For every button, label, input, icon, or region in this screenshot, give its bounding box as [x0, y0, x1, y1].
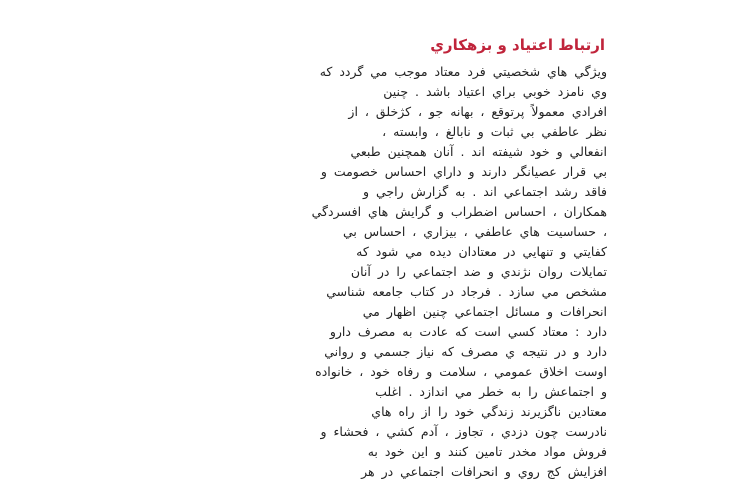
body-line: بي قرار عصيانگر دارند و داراي احساس خصومت و: [320, 164, 607, 179]
body-line: مشخص مي سازد . فرجاد در كتاب جامعه شناسي: [326, 284, 607, 299]
body-line: افرادي معمولاً پرتوقع ، بهانه جو ، كژخلق ، از: [348, 104, 607, 119]
body-line: فاقد رشد اجتماعي اند . به گزارش راجي و: [362, 184, 607, 199]
document-title: ارتباط اعتیاد و بزهکاري: [430, 36, 605, 54]
body-line: اوست اخلاق عمومي ، سلامت و رفاه خود ، خانواده: [315, 364, 607, 379]
body-line: معتادين ناگزيرند زندگي خود را از راه هاي: [371, 404, 607, 419]
body-line: ويژگي هاي شخصيتي فرد معتاد موجب مي گردد كه: [319, 64, 607, 79]
body-line: نظر عاطفي بي ثبات و نابالغ ، وابسته ،: [382, 124, 607, 139]
body-line: انفعالي و خود شيفته اند . آنان همچنين طبعي: [350, 144, 607, 159]
body-line: كفايتي و تنهايي در معتادان ديده مي شود كه: [356, 244, 607, 259]
body-line: تمايلات روان نژندي و ضد اجتماعي را در آنان: [350, 264, 607, 279]
body-line: انحرافات و مسائل اجتماعي چنين اظهار مي: [362, 304, 607, 319]
body-line: دارد و در نتيجه ي مصرف كه نياز جسمي و رواني: [324, 344, 607, 359]
body-line: و اجتماعش را به خطر مي اندازد . اغلب: [375, 384, 607, 399]
body-line: دارد : معتاد كسي است كه عادت به مصرف دارو: [329, 324, 607, 339]
body-line: نادرست چون دزدي ، تجاوز ، آدم كشي ، فحشاء و: [320, 424, 607, 439]
body-line: افزايش كج روي و انحرافات اجتماعي در هر: [361, 464, 607, 479]
body-line: همكاران ، احساس اضطراب و گرايش هاي افسردگي: [311, 204, 607, 219]
body-line: وي نامزد خوبي براي اعتياد باشد . چنين: [383, 84, 607, 99]
body-line: فروش مواد مخدر تامين كنند و اين خود به: [367, 444, 607, 459]
body-line: ، حساسيت هاي عاطفي ، بيزاري ، احساس بي: [343, 224, 607, 239]
document-body: [137, 62, 607, 482]
